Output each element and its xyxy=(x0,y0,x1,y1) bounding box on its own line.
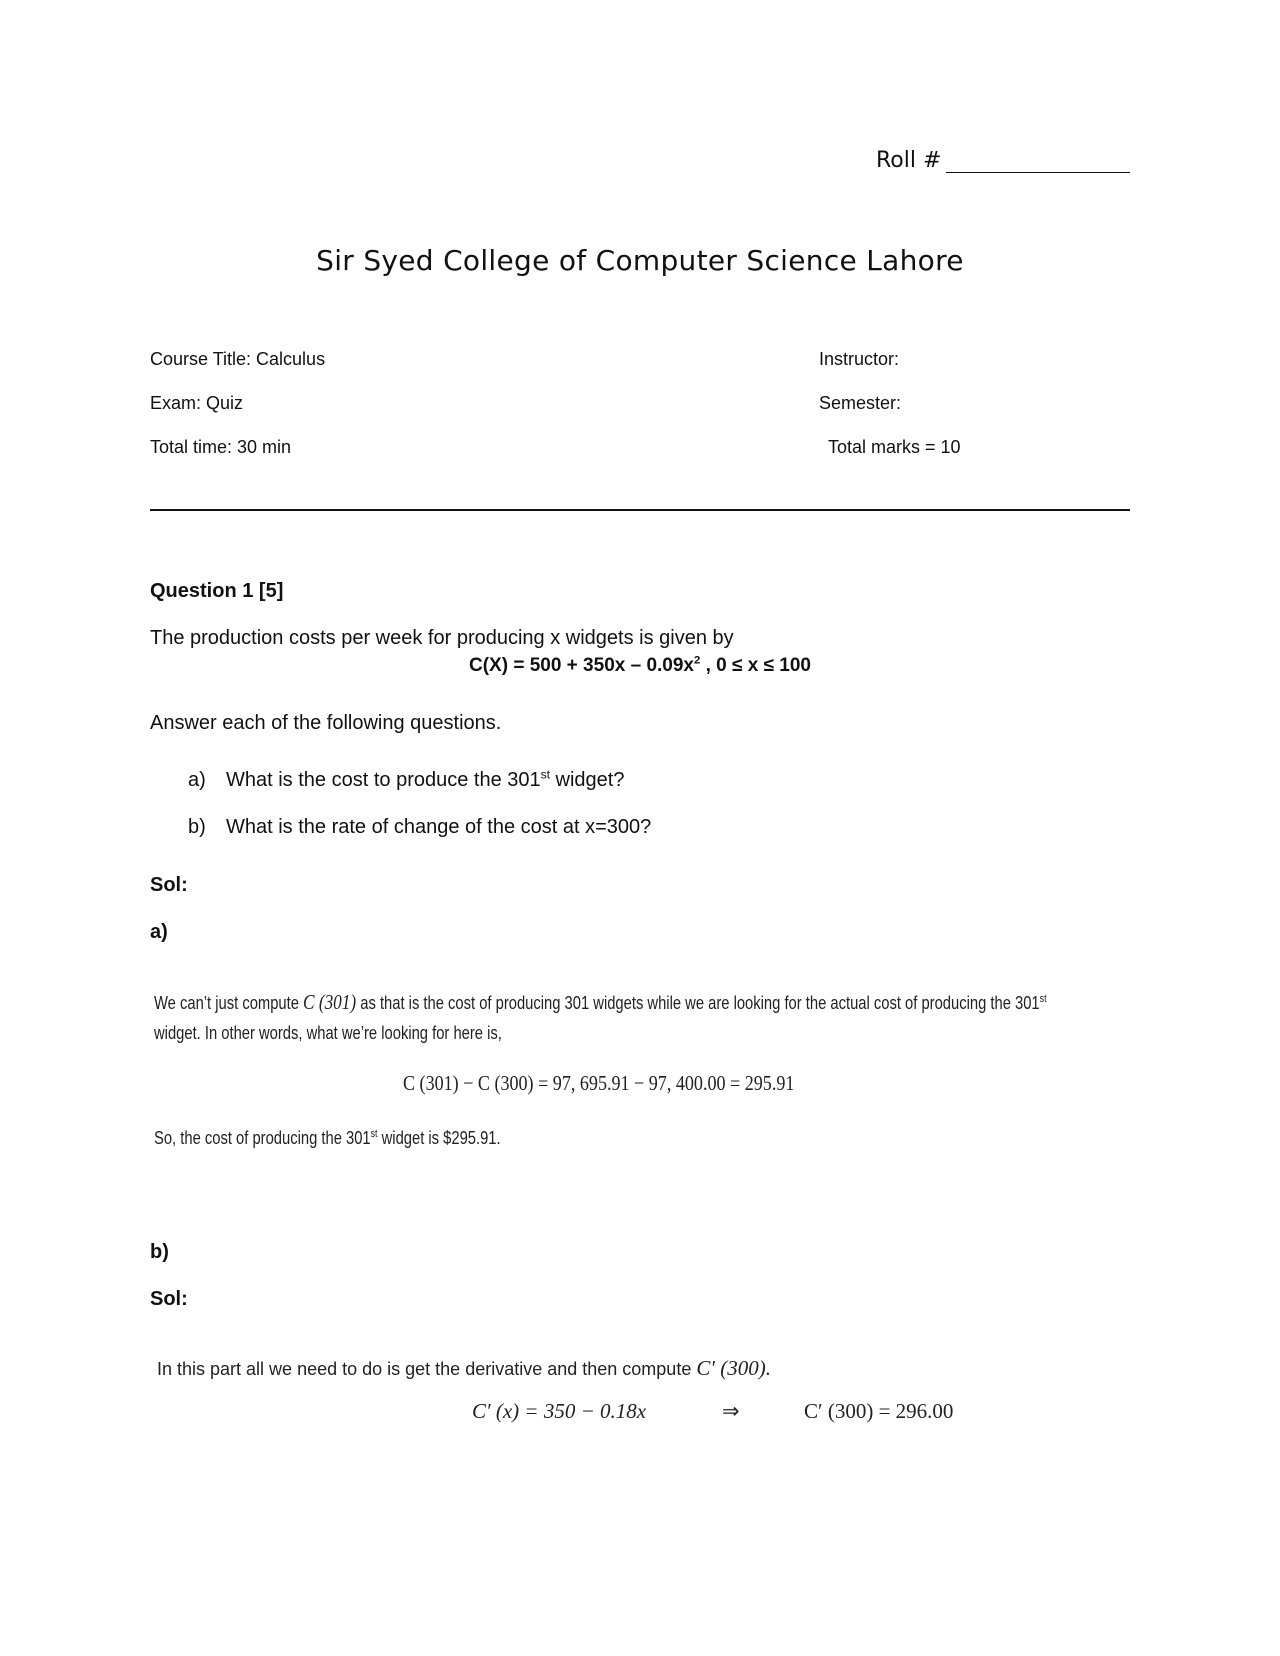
part-a-text-after: widget? xyxy=(549,769,625,791)
formula-range: , 0 ≤ x ≤ 100 xyxy=(700,655,811,676)
part-a-text-before: What is the cost to produce the 301 xyxy=(226,769,541,791)
question-intro: The production costs per week for producing x widgets is given by xyxy=(150,627,734,649)
solution-b-label: b) xyxy=(150,1241,169,1263)
roll-number-field xyxy=(876,148,941,173)
solution-a-line-1-superscript: st xyxy=(1039,993,1047,1005)
total-time: Total time: 30 min xyxy=(150,437,292,457)
solution-b-equation-right: C′ (300) = 296.00 xyxy=(804,1399,954,1423)
solution-a-equation: C (301) − C (300) = 97, 695.91 − 97, 400.00 = 295.91 xyxy=(403,1071,795,1095)
solution-a-conclusion-before: So, the cost of producing the 301 xyxy=(154,1128,371,1148)
cost-function-formula xyxy=(0,655,1280,677)
semester-field: Semester: xyxy=(819,393,902,413)
solution-a-label: a) xyxy=(150,921,168,943)
part-b-marker: b) xyxy=(188,816,206,838)
total-marks: Total marks = 10 xyxy=(828,437,961,457)
formula-main: C(X) = 500 + 350x – 0.09x xyxy=(469,655,694,676)
part-a-question xyxy=(226,769,624,792)
solution-a-line-1-math: C (301) xyxy=(303,990,357,1014)
solution-b-line-1-math: C′ (300). xyxy=(696,1356,771,1380)
solution-a-line-1 xyxy=(154,990,1047,1015)
solution-a-line-1-after: as that is the cost of producing 301 widgets while we are looking for the actual cost of producing the 301 xyxy=(360,993,1040,1013)
solution-a-conclusion-after: widget is $295.91. xyxy=(377,1128,501,1148)
solution-b-line-1 xyxy=(157,1356,771,1381)
solution-a-line-2: widget. In other words, what we’re looking for here is, xyxy=(154,1023,502,1043)
roll-label: Roll # xyxy=(876,148,942,173)
course-title: Course Title: Calculus xyxy=(150,349,326,369)
instructor-field: Instructor: xyxy=(819,349,900,369)
question-heading: Question 1 [5] xyxy=(150,580,284,602)
solution-a-line-1-before: We can’t just compute xyxy=(154,993,299,1013)
header-divider xyxy=(150,509,1130,511)
part-a-superscript: st xyxy=(540,767,550,782)
solution-b-equation-left: C′ (x) = 350 − 0.18x xyxy=(472,1399,647,1423)
formula-exponent: 2 xyxy=(694,654,701,667)
exam-type: Exam: Quiz xyxy=(150,393,244,413)
part-a-marker: a) xyxy=(188,769,206,791)
part-b-question: What is the rate of change of the cost at x=300? xyxy=(226,816,652,838)
implies-arrow-icon: ⇒ xyxy=(722,1399,740,1423)
college-title: Sir Syed College of Computer Science Lahore xyxy=(316,244,964,277)
solution-a-conclusion xyxy=(154,1128,501,1149)
solution-a-conclusion-superscript: st xyxy=(370,1128,378,1140)
roll-number-blank-line xyxy=(946,172,1130,173)
question-instruction: Answer each of the following questions. xyxy=(150,712,502,734)
solution-b-sol-label: Sol: xyxy=(150,1288,188,1310)
solution-label: Sol: xyxy=(150,874,188,896)
solution-b-line-1-text: In this part all we need to do is get the derivative and then compute xyxy=(157,1359,692,1379)
